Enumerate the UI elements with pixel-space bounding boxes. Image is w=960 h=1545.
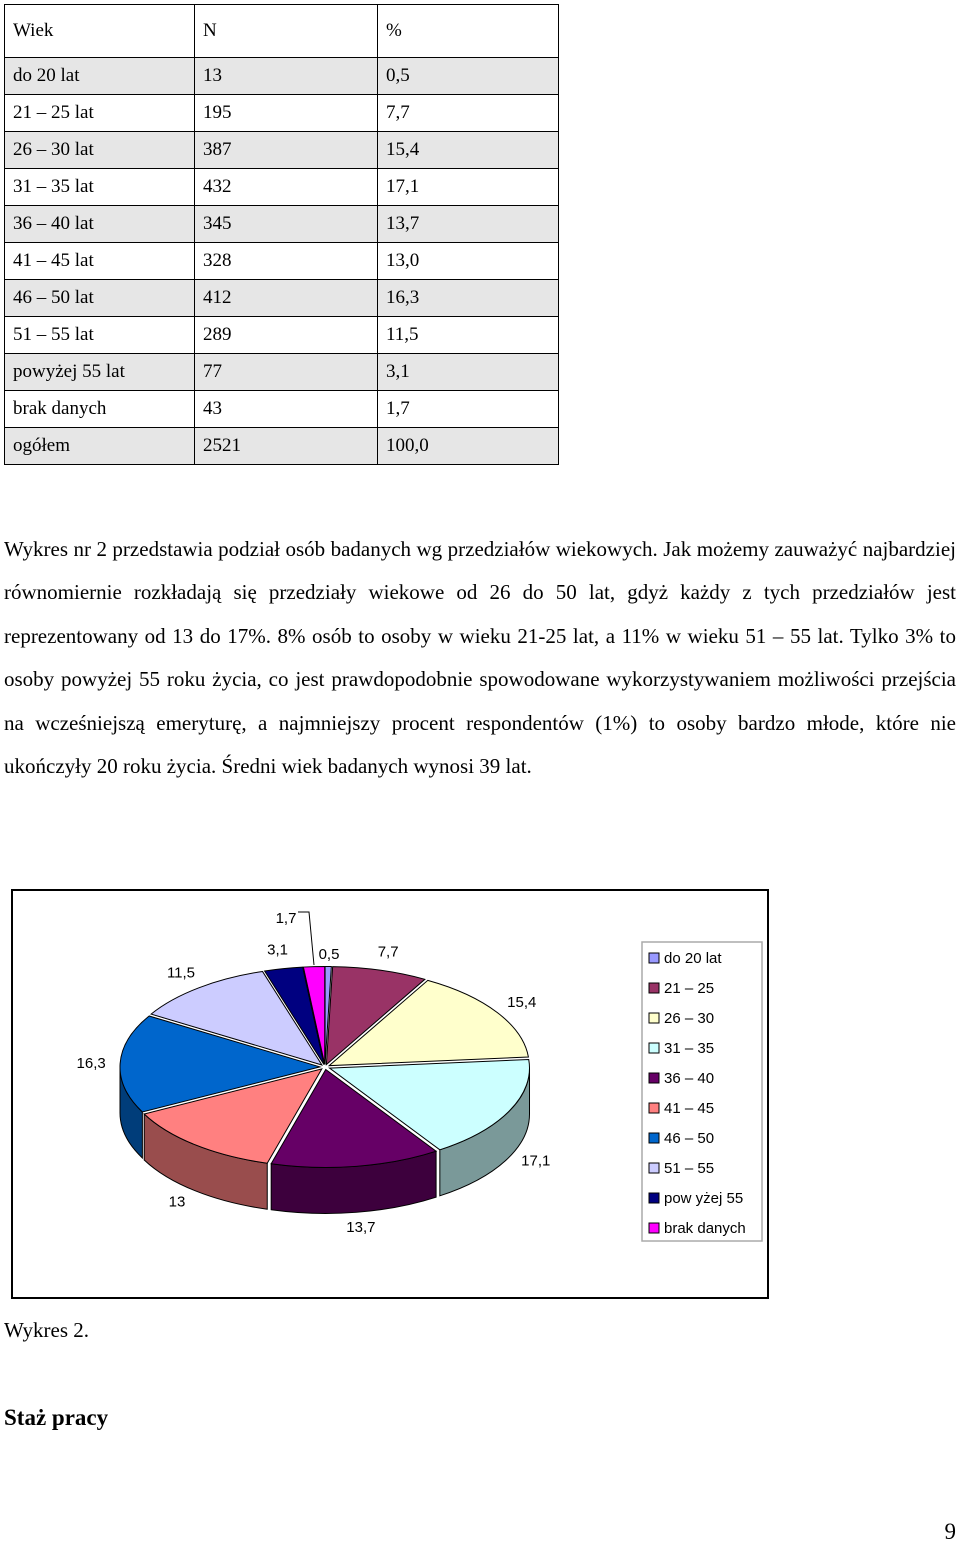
table-cell: 387	[195, 132, 378, 169]
pie-data-label: 7,7	[377, 943, 399, 961]
pie-data-label: 0,5	[318, 946, 340, 963]
table-cell: 16,3	[378, 280, 559, 317]
table-cell: brak danych	[5, 391, 195, 428]
table-row	[5, 243, 559, 280]
pie-data-label: 16,3	[76, 1054, 106, 1072]
table-row	[5, 95, 559, 132]
legend-label: pow yżej 55	[664, 1190, 744, 1207]
pie-data-label: 1,7	[275, 910, 297, 927]
table-cell: 51 – 55 lat	[5, 317, 195, 354]
table-cell: 289	[195, 317, 378, 354]
leader-line	[298, 912, 314, 965]
chart-legend	[642, 942, 762, 1241]
legend-label: 41 – 45	[664, 1100, 715, 1117]
table-cell: 15,4	[378, 132, 559, 169]
legend-swatch	[649, 1193, 659, 1203]
table-cell: 13	[195, 58, 378, 95]
legend-label: 31 – 35	[664, 1040, 715, 1057]
pie-data-label: 11,5	[166, 964, 196, 982]
legend-swatch	[649, 1073, 659, 1083]
pie-chart-svg	[13, 891, 767, 1297]
table-header-row	[5, 5, 559, 58]
pie-data-label: 15,4	[507, 994, 537, 1012]
pie-tops	[120, 967, 530, 1168]
table-body	[5, 5, 559, 465]
legend-swatch	[649, 1013, 659, 1023]
table-cell: 43	[195, 391, 378, 428]
table-cell: 0,5	[378, 58, 559, 95]
table-row	[5, 391, 559, 428]
table-cell: 17,1	[378, 169, 559, 206]
body-paragraph: Wykres nr 2 przedstawia podział osób badanych wg przedziałów wiekowych. Jak możemy zauważyć najbardziej równomiernie rozkładają się przedziały wiekowe od 26 do 50 lat, gdyż każdy z tych przedziałów jest reprezentowany od 13 do 17%. 8% osób to osoby w wieku 21-25 lat, a 11% w wieku 51 – 55 lat. Tylko 3% to osoby powyżej 55 roku życia, co jest prawdopodobnie spowodowane wykorzystywaniem możliwości przejścia na wcześniejszą emeryturę, a najmniejszy procent respondentów (1%) to osoby bardzo młode, które nie ukończyły 20 roku życia. Średni wiek badanych wynosi 39 lat.	[4, 537, 956, 779]
table-row	[5, 354, 559, 391]
table-cell: 100,0	[378, 428, 559, 465]
pie-data-label: 3,1	[267, 941, 288, 959]
table-cell: 26 – 30 lat	[5, 132, 195, 169]
legend-swatch	[649, 1043, 659, 1053]
legend-label: 46 – 50	[664, 1130, 715, 1147]
table-row	[5, 428, 559, 465]
table-header-cell: N	[195, 5, 378, 58]
table-cell: 13,7	[378, 206, 559, 243]
table-cell: 412	[195, 280, 378, 317]
table-cell: 46 – 50 lat	[5, 280, 195, 317]
table-cell: 2521	[195, 428, 378, 465]
legend-swatch	[649, 1103, 659, 1113]
table-cell: 3,1	[378, 354, 559, 391]
pie-data-label: 13	[168, 1193, 186, 1211]
table-cell: 36 – 40 lat	[5, 206, 195, 243]
table-cell: 328	[195, 243, 378, 280]
table-cell: 77	[195, 354, 378, 391]
table-cell: 345	[195, 206, 378, 243]
legend-label: 51 – 55	[664, 1160, 715, 1177]
legend-swatch	[649, 1133, 659, 1143]
table-cell: do 20 lat	[5, 58, 195, 95]
legend-label: do 20 lat	[664, 950, 722, 967]
table-cell: 7,7	[378, 95, 559, 132]
legend-swatch	[649, 953, 659, 963]
table-cell: 1,7	[378, 391, 559, 428]
table-header-cell: %	[378, 5, 559, 58]
table-cell: 11,5	[378, 317, 559, 354]
age-pie-chart	[11, 889, 769, 1299]
table-cell: ogółem	[5, 428, 195, 465]
section-title: Staż pracy	[4, 1405, 109, 1430]
table-row	[5, 169, 559, 206]
legend-swatch	[649, 1163, 659, 1173]
chart-caption: Wykres 2.	[4, 1318, 90, 1342]
table-cell: 432	[195, 169, 378, 206]
legend-swatch	[649, 1223, 659, 1233]
legend-label: 26 – 30	[664, 1010, 715, 1027]
table-cell: 195	[195, 95, 378, 132]
table-cell: 21 – 25 lat	[5, 95, 195, 132]
legend-label: 36 – 40	[664, 1070, 715, 1087]
table-row	[5, 206, 559, 243]
table-cell: 31 – 35 lat	[5, 169, 195, 206]
table-row	[5, 58, 559, 95]
legend-swatch	[649, 983, 659, 993]
page-number: 9	[944, 1519, 956, 1544]
legend-label: 21 – 25	[664, 980, 715, 997]
table-cell: 13,0	[378, 243, 559, 280]
table-cell: powyżej 55 lat	[5, 354, 195, 391]
table-cell: 41 – 45 lat	[5, 243, 195, 280]
pie-data-label: 17,1	[521, 1152, 551, 1170]
legend-label: brak danych	[664, 1220, 746, 1237]
table-header-cell: Wiek	[5, 5, 195, 58]
table-row	[5, 280, 559, 317]
age-distribution-table	[4, 4, 559, 465]
pie-data-label: 13,7	[346, 1218, 376, 1236]
table-row	[5, 317, 559, 354]
table-row	[5, 132, 559, 169]
